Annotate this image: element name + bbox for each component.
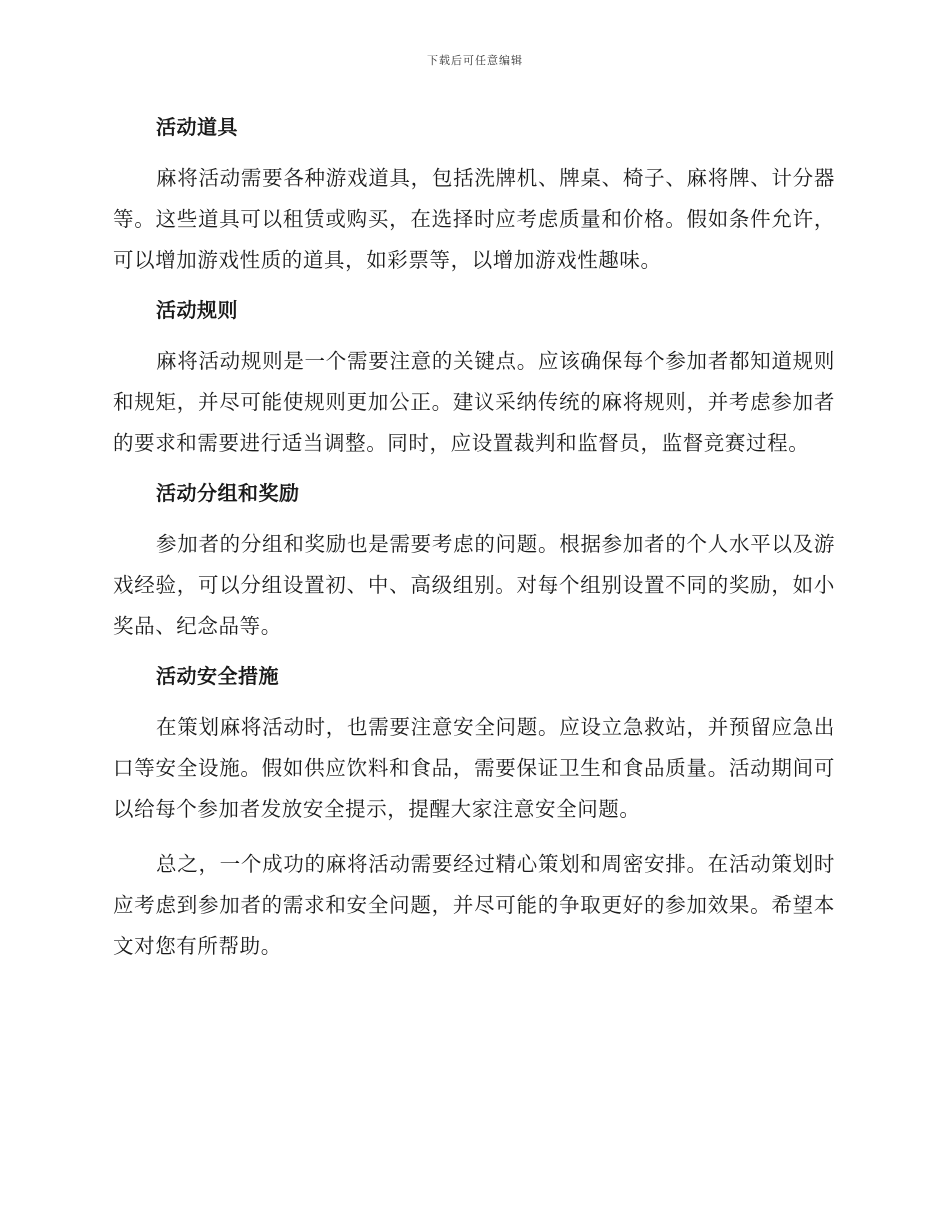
section-heading-safety: 活动安全措施 (156, 664, 279, 688)
section-heading-rules: 活动规则 (156, 298, 238, 322)
section-paragraph-props: 麻将活动需要各种游戏道具，包括洗牌机、牌桌、椅子、麻将牌、计分器等。这些道具可以租赁或购买，在选择时应考虑质量和价格。假如条件允许，可以增加游戏性质的道具，如彩票等，以增加游戏性趣味。 (113, 166, 835, 272)
section-heading-groups-awards: 活动分组和奖励 (156, 481, 300, 505)
conclusion-paragraph: 总之，一个成功的麻将活动需要经过精心策划和周密安排。在活动策划时应考虑到参加者的需求和安全问题，并尽可能的争取更好的参加效果。希望本文对您有所帮助。 (113, 852, 835, 958)
section-paragraph-safety: 在策划麻将活动时，也需要注意安全问题。应设立急救站，并预留应急出口等安全设施。假如供应饮料和食品，需要保证卫生和食品质量。活动期间可以给每个参加者发放安全提示，提醒大家注意安全问题。 (113, 715, 835, 821)
section-paragraph-rules: 麻将活动规则是一个需要注意的关键点。应该确保每个参加者都知道规则和规矩，并尽可能使规则更加公正。建议采纳传统的麻将规则，并考虑参加者的要求和需要进行适当调整。同时，应设置裁判和监督员，监督竞赛过程。 (113, 349, 835, 455)
section-paragraph-groups-awards: 参加者的分组和奖励也是需要考虑的问题。根据参加者的个人水平以及游戏经验，可以分组设置初、中、高级组别。对每个组别设置不同的奖励，如小奖品、纪念品等。 (113, 532, 835, 638)
document-body (113, 110, 835, 967)
page-header-note: 下载后可任意编辑 (427, 54, 523, 67)
section-heading-props: 活动道具 (156, 115, 238, 139)
